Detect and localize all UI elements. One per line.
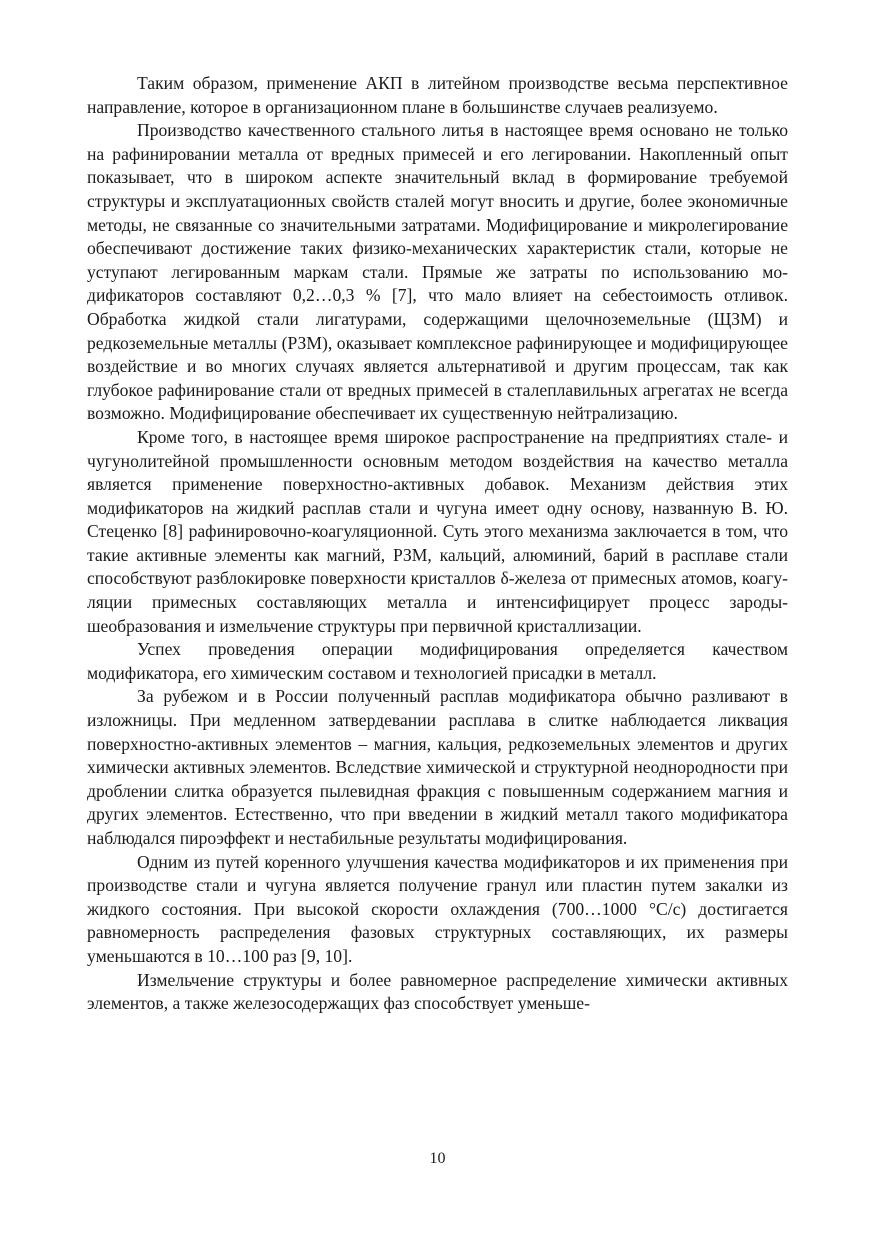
paragraph-7: Измельчение структуры и более равномерное распределение химически активных элементов, а также железосодержащих фаз способствует уменьше- bbox=[87, 969, 788, 1014]
page-body bbox=[87, 72, 788, 1016]
paragraph-1: Таким образом, применение АКП в литейном производстве весьма перспективное направление, которое в организационном плане в большинстве случаев реализуемо. bbox=[87, 73, 788, 117]
paragraph-5: За рубежом и в России полученный расплав модификатора обычно разливают в изложницы. При медленном затвердевании расплава в слитке наблюдается ликвация поверхностно-активных элементов – магния, кальция, редкоземельных элементов и других химически активных элементов. Вследствие химической и структурной неоднородности при дроблении слитка образуется пылевидная фракция с повышенным содержанием магния и других элементов. Естественно, что при введении в жидкий металл такого модификатора наблюдался пироэффект и нестабильные результаты модифицирования. bbox=[87, 686, 788, 848]
paragraph-6: Одним из путей коренного улучшения качества модификаторов и их применения при производстве стали и чугуна является получение гранул или пластин путем закалки из жидкого состояния. При высокой скорости охлаждения (700…1000 °С/с) достигается равномерность распределения фазовых структурных составляющих, их размеры уменьшаются в 10…100 раз [9, 10]. bbox=[87, 851, 788, 966]
paragraph-4: Успех проведения операции модифицирования определяется качеством модификатора, его химическим составом и технологией присадки в металл. bbox=[87, 639, 788, 683]
page-number: 10 bbox=[429, 1150, 446, 1167]
paragraph-2: Производство качественного стального литья в настоящее время основано не только на рафинировании металла от вредных примесей и его легировании. Накопленный опыт показывает, что в широком аспекте значительный вклад в формирование требуемой структуры и эксплуатационных свойств сталей могут вносить и другие, более экономичные методы, не связанные со значительными затратами. Модифицирование и микролегирование обеспечивают достижение таких физико-механических характеристик стали, которые не уступают легированным маркам стали. Прямые же затраты по использованию модификаторов составляют 0,2…0,3 % [7], что мало влияет на себестоимость отливок. Обработка жидкой стали лигатурами, содержащими щелочноземельные (ЩЗМ) и редкоземельные металлы (РЗМ), оказывает комплексное рафинирующее и модифицирующее воздействие и во многих случаях является альтернативой и другим процессам, так как глубокое рафинирование стали от вредных примесей в сталеплавильных агрегатах не всегда возможно. Модифицирование обеспечивает их существенную нейтрализацию. bbox=[87, 120, 788, 424]
paragraph-3: Кроме того, в настоящее время широкое распространение на предприятиях стале- и чугунолитейной промышленности основным методом воздействия на качество металла является применение поверхностно-активных добавок. Механизм действия этих модификаторов на жидкий расплав стали и чугуна имеет одну основу, названную В. Ю. Стеценко [8] рафинировочно-коагуляционной. Суть этого механизма заключается в том, что такие активные элементы как магний, РЗМ, кальций, алюминий, барий в расплаве стали способствуют разблокировке поверхности кристаллов δ-железа от примесных атомов, коагуляции примесных составляющих металла и интенсифицирует процесс зародышеобразования и измельчение структуры при первичной кристаллизации. bbox=[87, 426, 788, 636]
